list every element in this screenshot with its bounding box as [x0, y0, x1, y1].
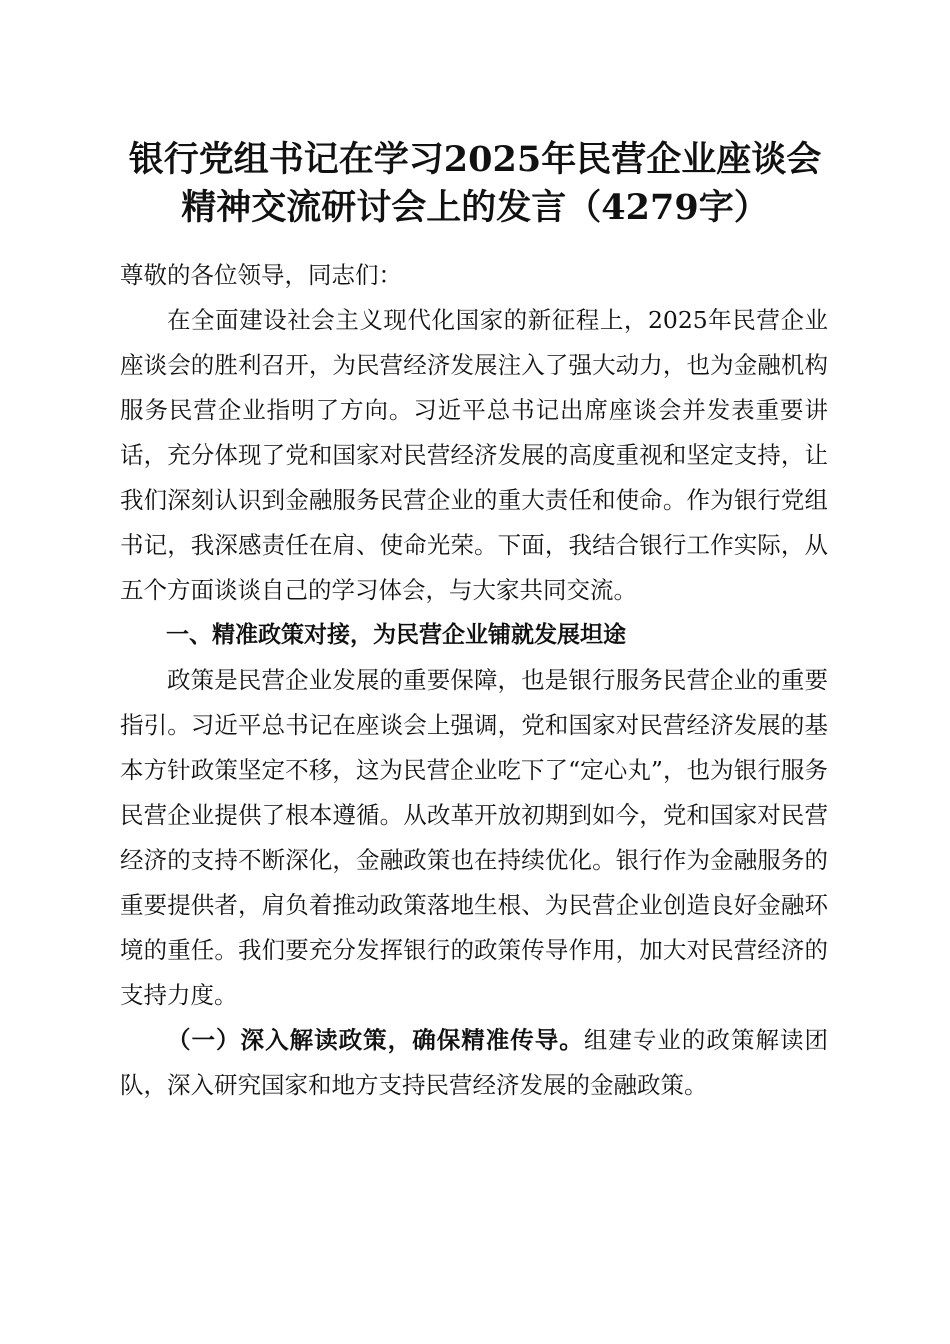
intro-paragraph: 在全面建设社会主义现代化国家的新征程上，2025年民营企业座谈会的胜利召开，为民营经济发展注入了强大动力，也为金融机构服务民营企业指明了方向。习近平总书记出席座谈会并发表重要讲话，充分体现了党和国家对民营经济发展的高度重视和坚定支持，让我们深刻认识到金融服务民营企业的重大责任和使命。作为银行党组书记，我深感责任在肩、使命光荣。下面，我结合银行工作实际，从五个方面谈谈自己的学习体会，与大家共同交流。 [120, 306, 828, 604]
subsection-1-lead: （一）深入解读政策，确保精准传导。 [167, 1026, 584, 1054]
document-body [120, 253, 828, 1108]
document-title [100, 136, 850, 232]
title-line-1: 银行党组书记在学习2025年民营企业座谈会 [128, 139, 822, 180]
subsection-1-paragraph [120, 1018, 828, 1108]
subsection-1-text: 组建专业的政策解读团队，深入研究国家和地方支持民营经济发展的金融政策。 [120, 1026, 829, 1099]
title-line-2: 精神交流研讨会上的发言（4279字） [181, 187, 769, 228]
section-1-heading: 一、精准政策对接，为民营企业铺就发展坦途 [166, 622, 626, 648]
salutation: 尊敬的各位领导，同志们： [120, 261, 402, 289]
section-1-paragraph: 政策是民营企业发展的重要保障，也是银行服务民营企业的重要指引。习近平总书记在座谈会上强调，党和国家对民营经济发展的基本方针政策坚定不移，这为民营企业吃下了“定心丸”，也为银行服务民营企业提供了根本遵循。从改革开放初期到如今，党和国家对民营经济的支持不断深化，金融政策也在持续优化。银行作为金融服务的重要提供者，肩负着推动政策落地生根、为民营企业创造良好金融环境的重任。我们要充分发挥银行的政策传导作用，加大对民营经济的支持力度。 [120, 666, 828, 1009]
